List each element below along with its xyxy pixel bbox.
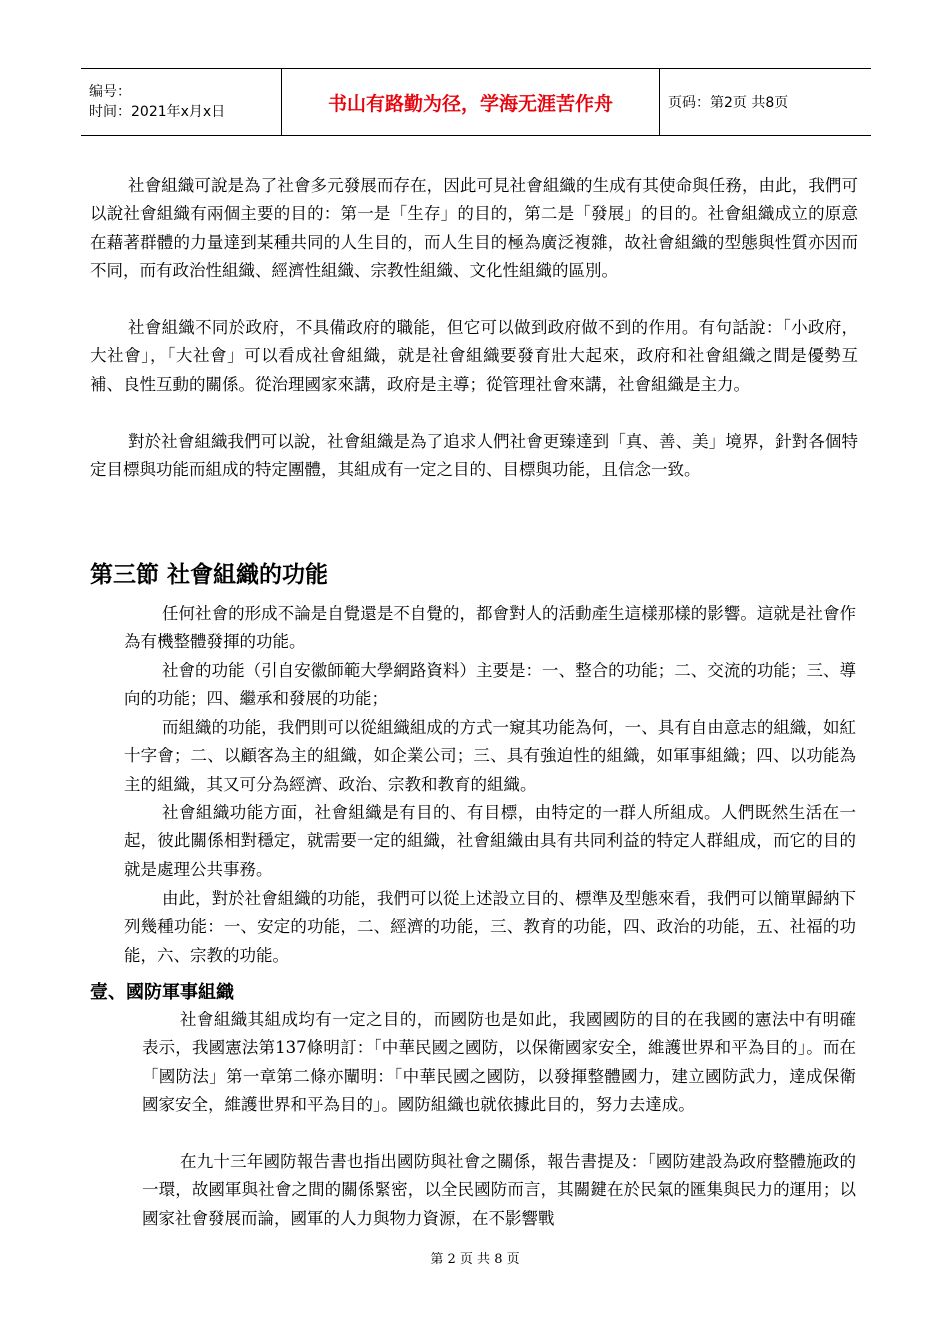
paragraph-6: 而組織的功能，我們則可以從組織組成的方式一窺其功能為何，一、具有自由意志的組織，如紅十字會；二、以顧客為主的組織，如企業公司；三、具有強迫性的組織，如軍事組織；四、以功能為主的組織，其又可分為經濟、政治、宗教和教育的組織。 [124, 718, 856, 794]
page-footer: 第 2 页 共 8 页 [430, 1252, 520, 1267]
paragraph-7: 社會組織功能方面，社會組織是有目的、有目標，由特定的一群人所組成。人們既然生活在一起，彼此關係相對穩定，就需要一定的組織，社會組織由具有共同利益的特定人群組成，而它的目的就是處理公共事務。 [124, 803, 856, 879]
header-page-info: 页码：第2页 共8页 [668, 95, 789, 111]
document-header [81, 68, 871, 136]
section-title: 第三節 社會組織的功能 [90, 561, 329, 588]
paragraph-9: 社會組織其組成均有一定之目的，而國防也是如此，我國國防的目的在我國的憲法中有明確表示，我國憲法第137條明訂：「中華民國之國防，以保衛國家安全，維護世界和平為目的」。而在「國防法」第一章第二條亦闡明：「中華民國之國防，以發揮整體國力，建立國防武力，達成保衛國家安全，維護世界和平為目的」。國防組織也就依據此目的，努力去達成。 [142, 1010, 856, 1114]
header-motto-cell [282, 69, 660, 135]
paragraph-10: 在九十三年國防報告書也指出國防與社會之關係，報告書提及：「國防建設為政府整體施政的一環，故國軍與社會之間的關係緊密，以全民國防而言，其關鍵在於民氣的匯集與民力的運用；以國家社會發展而論，國軍的人力與物力資源，在不影響戰 [142, 1152, 856, 1228]
header-motto: 书山有路勤为径，学海无涯苦作舟 [327, 92, 613, 115]
header-meta [81, 69, 282, 135]
paragraph-8: 由此，對於社會組織的功能，我們可以從上述設立目的、標準及型態來看，我們可以簡單歸納下列幾種功能：一、安定的功能，二、經濟的功能，三、教育的功能，四、政治的功能，五、社福的功能，六、宗教的功能。 [124, 889, 856, 965]
subsection-title: 壹、國防軍事組織 [90, 982, 234, 1003]
paragraph-2: 社會組織不同於政府，不具備政府的職能，但它可以做到政府做不到的作用。有句話說：「小政府，大社會」，「大社會」可以看成社會組織，就是社會組織要發育壯大起來，政府和社會組織之間是優勢互補、良性互動的關係。從治理國家來講，政府是主導；從管理社會來講，社會組織是主力。 [90, 318, 858, 394]
paragraph-5: 社會的功能（引自安徽師範大學網路資料）主要是：一、整合的功能；二、交流的功能；三、導向的功能；四、繼承和發展的功能； [124, 661, 856, 709]
paragraph-1: 社會組織可說是為了社會多元發展而存在，因此可見社會組織的生成有其使命與任務，由此，我們可以說社會組織有兩個主要的目的：第一是「生存」的目的，第二是「發展」的目的。社會組織成立的原意在藉著群體的力量達到某種共同的人生目的，而人生目的極為廣泛複雜，故社會組織的型態與性質亦因而不同，而有政治性組織、經濟性組織、宗教性組織、文化性組織的區別。 [90, 176, 858, 280]
paragraph-3: 對於社會組織我們可以說，社會組織是為了追求人們社會更臻達到「真、善、美」境界，針對各個特定目標與功能而組成的特定團體，其組成有一定之目的、目標與功能，且信念一致。 [90, 432, 858, 480]
header-date: 时间：2021年x月x日 [89, 104, 226, 120]
paragraph-4: 任何社會的形成不論是自覺還是不自覺的，都會對人的活動產生這樣那樣的影響。這就是社會作為有機整體發揮的功能。 [124, 604, 856, 652]
header-number: 编号： [89, 84, 131, 100]
